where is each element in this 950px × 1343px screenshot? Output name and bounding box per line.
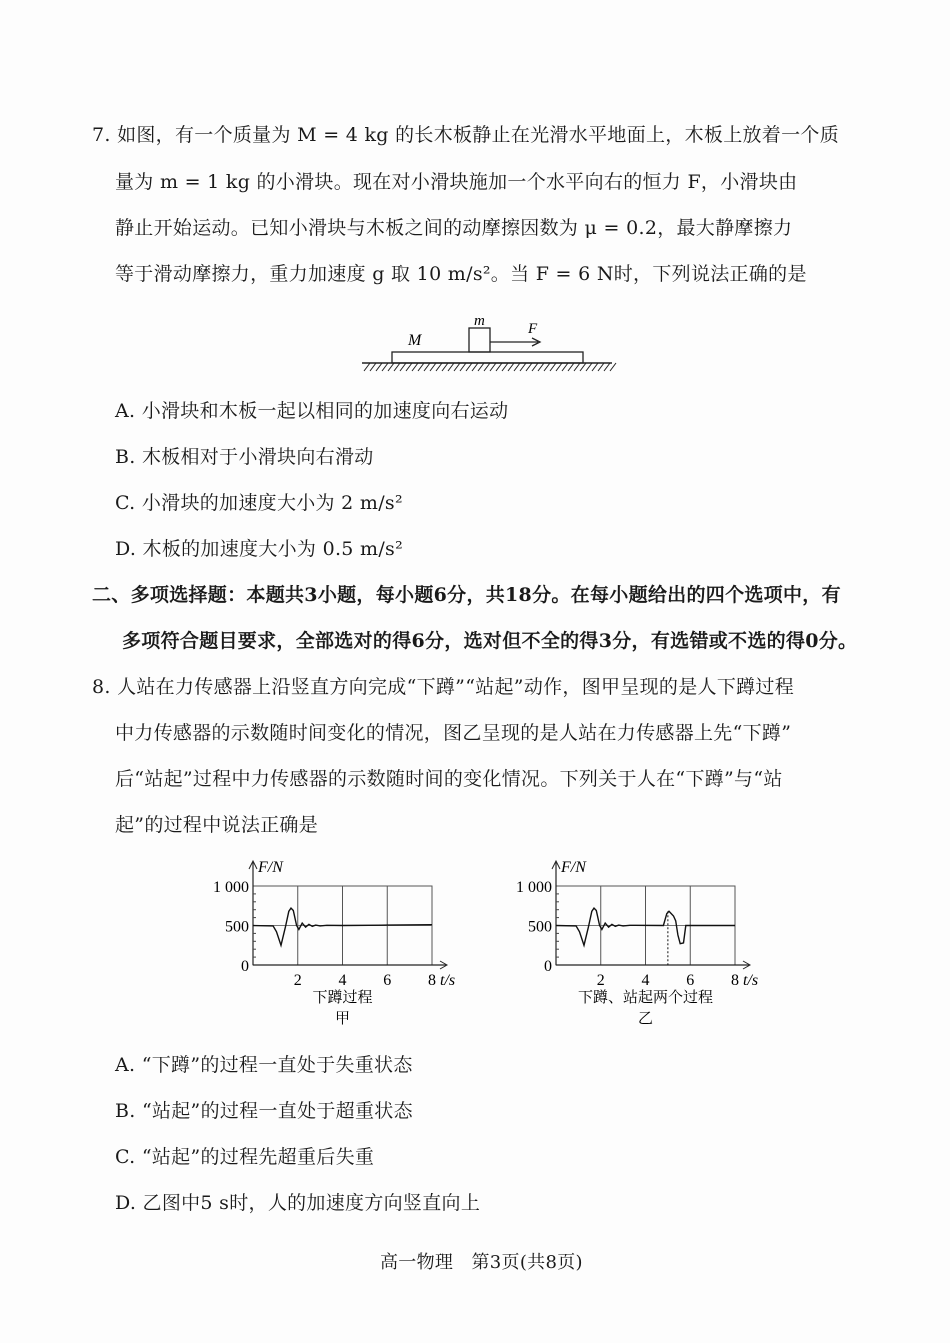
y-tick-label: 500 [225,918,249,936]
y-tick-label: 500 [528,918,552,936]
q8-line-4: 起”的过程中说法正确是 [115,814,319,836]
q8-line-2: 中力传感器的示数随时间变化的情况，图乙呈现的是人站在力传感器上先“下蹲” [115,722,792,744]
q8-option-b: B. “站起”的过程一直处于超重状态 [115,1100,413,1122]
q8-option-a: A. “下蹲”的过程一直处于失重状态 [115,1054,413,1076]
y-axis-label: F/N [258,859,283,876]
x-tick-label: 2 [293,972,302,989]
q8-option-c: C. “站起”的过程先超重后失重 [115,1146,375,1168]
page-footer: 高一物理 第3页(共8页) [380,1252,583,1273]
y-tick-label: 1 000 [516,879,552,896]
y-axis-label: F/N [561,859,586,876]
block-board-diagram [350,305,620,380]
q7-option-c: C. 小滑块的加速度大小为 2 m/s² [115,492,403,514]
small-block [469,328,490,352]
y-tick-label: 0 [544,958,552,975]
chart-jia [200,850,480,1035]
chart-caption: 下蹲、站起两个过程 [577,990,714,1006]
x-tick-label: 8 [428,972,436,989]
chart-label: 乙 [637,1011,654,1027]
x-tick-label: 6 [686,972,695,989]
section2-heading-2: 多项符合题目要求，全部选对的得6分，选对但不全的得3分，有选错或不选的得0分。 [122,630,858,652]
chart-label: 甲 [334,1011,351,1027]
q7-line-4: 等于滑动摩擦力，重力加速度 g 取 10 m/s²。当 F = 6 N时，下列说法正确的是 [115,263,807,285]
x-tick-label: 8 [731,972,739,989]
long-board [392,352,583,363]
chart-yi [503,850,783,1035]
x-axis-label: t/s [743,972,759,989]
label-m: m [474,313,485,329]
y-tick-label: 0 [241,958,249,975]
q7-option-d: D. 木板的加速度大小为 0.5 m/s² [115,538,404,560]
q7-option-a: A. 小滑块和木板一起以相同的加速度向右运动 [115,400,509,422]
x-tick-label: 6 [383,972,392,989]
q8-option-d: D. 乙图中5 s时，人的加速度方向竖直向上 [115,1192,481,1214]
q7-line-1: 7. 如图，有一个质量为 M = 4 kg 的长木板静止在光滑水平地面上，木板上放着一个质 [92,124,840,146]
label-M: M [408,332,422,349]
section2-heading-1: 二、多项选择题：本题共3小题，每小题6分，共18分。在每小题给出的四个选项中，有 [92,584,841,606]
x-axis-label: t/s [440,972,456,989]
q8-line-3: 后“站起”过程中力传感器的示数随时间的变化情况。下列关于人在“下蹲”与“站 [115,768,783,790]
q7-line-2: 量为 m = 1 kg 的小滑块。现在对小滑块施加一个水平向右的恒力 F，小滑块由 [115,171,798,193]
label-F: F [528,321,538,337]
q7-line-3: 静止开始运动。已知小滑块与木板之间的动摩擦因数为 μ = 0.2，最大静摩擦力 [115,217,793,239]
chart-caption: 下蹲过程 [312,990,373,1006]
x-tick-label: 4 [338,972,347,989]
q7-option-b: B. 木板相对于小滑块向右滑动 [115,446,374,468]
q8-line-1: 8. 人站在力传感器上沿竖直方向完成“下蹲”“站起”动作，图甲呈现的是人下蹲过程 [92,676,795,698]
x-tick-label: 2 [596,972,605,989]
y-tick-label: 1 000 [213,879,249,896]
x-tick-label: 4 [641,972,650,989]
